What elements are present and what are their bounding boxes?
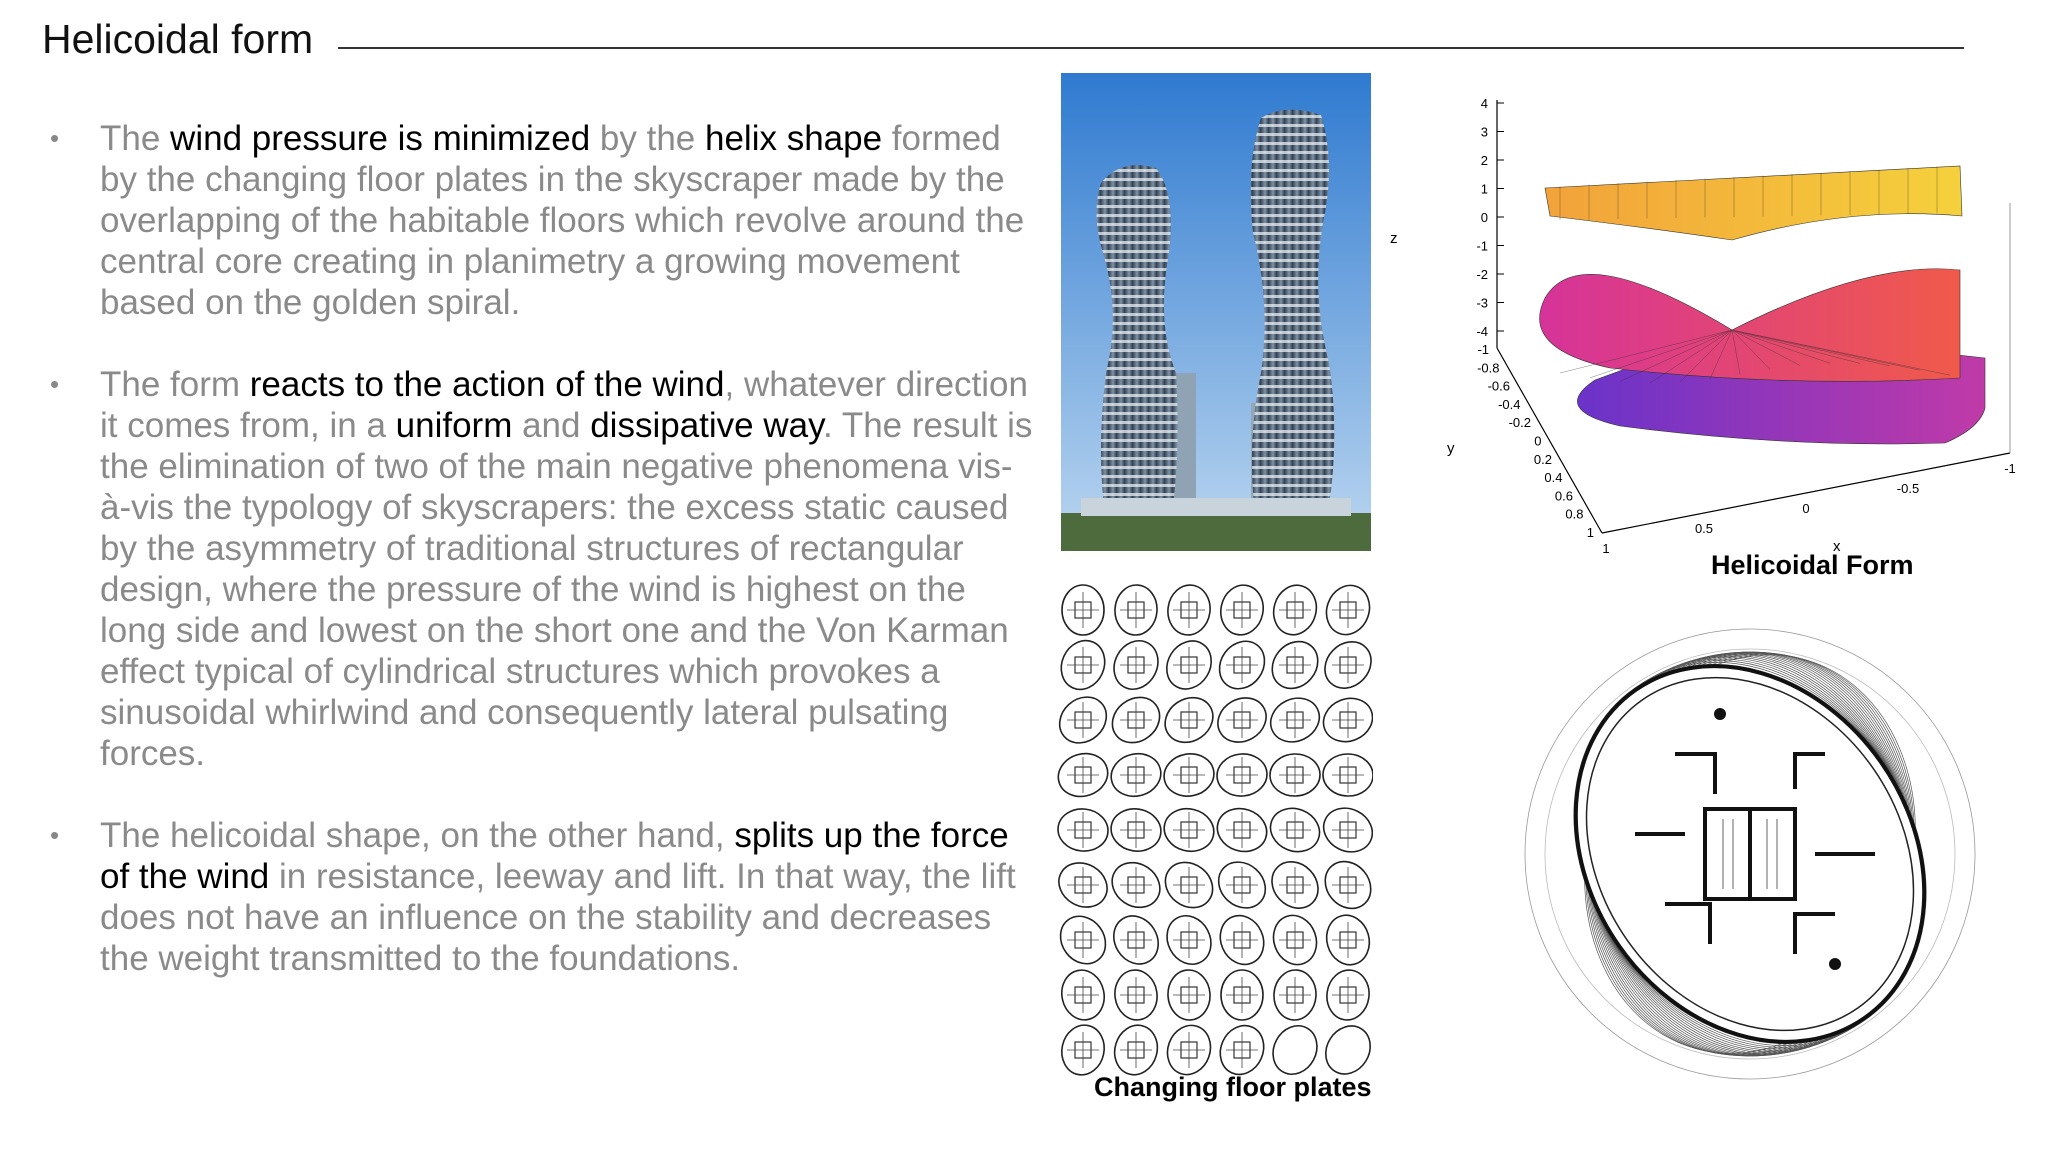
bullet-part: . The result is the elimination of two of the main negative phenomena vis-à-vis the typology of skyscrapers: the excess static caused by the asymmetry of traditional structures of rectangular design, where the pressure of the wind is highest on the long side and lowest on the short one and the Von Karman effect typical of cylindrical structures which provokes a sinusoidal whirlwind and consequently lateral pulsating forces. (100, 406, 1033, 773)
floor-plate (1317, 1018, 1373, 1080)
floor-plate (1105, 908, 1167, 973)
floor-plate (1053, 688, 1116, 753)
helicoid-plot (1370, 88, 2040, 558)
floor-plate (1265, 1018, 1326, 1080)
bullet-marker: • (50, 123, 60, 153)
floor-plate (1062, 585, 1104, 635)
bullet-marker: • (50, 820, 60, 850)
floor-plate (1272, 969, 1317, 1022)
z-tick-label: -2 (1476, 267, 1488, 282)
y-tick-label: 0.4 (1544, 470, 1563, 486)
floor-plate (1107, 749, 1166, 802)
floor-plate (1210, 689, 1274, 750)
floor-plate (1108, 805, 1165, 855)
slide-title: Helicoidal form (42, 16, 314, 62)
floor-plate (1166, 969, 1211, 1022)
bullet-part: formed by the changing floor plates in the skyscraper made by the overlapping of the habitable floors which revolve around the central core creating in planimetry a growing movement based on the golden spiral. (100, 119, 1025, 322)
floor-plate (1209, 853, 1274, 918)
floor-plate (1109, 1020, 1163, 1080)
z-tick-label: 4 (1480, 96, 1488, 111)
y-tick-label: -0.8 (1477, 360, 1500, 376)
bullet-item-1 (50, 118, 1035, 323)
bullet-part: and (512, 406, 591, 445)
floor-plate (1158, 633, 1220, 698)
floor-plate (1053, 907, 1115, 972)
floor-plate (1267, 909, 1324, 970)
y-axis (1497, 348, 1602, 533)
x-tick-label: 0.5 (1694, 521, 1714, 536)
bullet-part: The (100, 119, 171, 158)
bullet-emphasis: reacts to the action of the wind (249, 365, 725, 404)
floor-plate (1317, 691, 1373, 749)
bullet-part: by the (590, 119, 705, 158)
floor-plate (1320, 579, 1373, 640)
floor-plate (1316, 852, 1373, 917)
floor-plate (1054, 634, 1113, 697)
z-tick-label: 2 (1480, 153, 1488, 168)
y-tick-label: 0.2 (1533, 451, 1552, 467)
bullet-emphasis: uniform (395, 406, 513, 445)
floor-plate (1161, 1019, 1218, 1080)
floor-plan-drawing (1505, 604, 1995, 1104)
floor-plate (1215, 752, 1269, 799)
floor-plate (1316, 800, 1373, 860)
bullet-emphasis: wind pressure is minimized (170, 119, 591, 158)
z-tick-label: 3 (1480, 124, 1488, 140)
bullet-part: , whatever direction it comes from, in a (100, 365, 1028, 445)
floor-plate (1157, 689, 1222, 752)
bullet-item-2 (50, 364, 1035, 774)
floor-plate (1213, 909, 1272, 972)
y-tick-label: 1 (1586, 525, 1594, 540)
x-tick-label: 1 (1602, 541, 1610, 556)
floor-plate (1316, 632, 1373, 697)
floor-plate (1268, 580, 1322, 640)
y-tick-label: 0.6 (1554, 488, 1573, 504)
x-tick-label: -0.5 (1896, 481, 1920, 496)
floor-plate (1263, 690, 1326, 750)
floor-plate (1056, 807, 1110, 854)
floor-plate (1322, 753, 1373, 797)
z-tick-label: -1 (1476, 238, 1488, 254)
floor-plate (1324, 967, 1373, 1022)
z-axis-label: z (1390, 230, 1398, 247)
bullet-emphasis: dissipative way (590, 406, 823, 445)
x-axis (1602, 453, 2010, 533)
bullet-emphasis: helix shape (704, 119, 883, 158)
floor-plate (1263, 632, 1327, 697)
x-axis-label: x (1833, 538, 1841, 555)
floor-plates-grid (1053, 578, 1373, 1080)
title-underline (338, 47, 1964, 49)
floor-plate (1221, 970, 1263, 1020)
floor-plate (1210, 632, 1273, 697)
floor-plate (1053, 747, 1113, 802)
floor-plate (1053, 854, 1115, 915)
floor-plate (1263, 852, 1328, 917)
y-tick-label: 0 (1534, 433, 1542, 449)
floor-plate (1165, 582, 1214, 637)
floor-plate (1113, 584, 1158, 637)
bullet-list (50, 118, 1035, 1020)
y-tick-label: -1 (1477, 342, 1489, 357)
x-tick-label: -1 (2004, 461, 2016, 476)
floor-plate (1161, 750, 1218, 800)
y-tick-label: -0.2 (1508, 415, 1531, 431)
floor-plate (1112, 967, 1161, 1022)
bullet-emphasis: splits up the force of the wind (100, 816, 1009, 896)
floor-plate (1216, 581, 1267, 639)
bullet-part: in resistance, leeway and lift. In that way, the lift does not have an influence on the stability and decreases the weight transmitted to the foundations. (100, 857, 1016, 978)
floor-plate (1213, 1019, 1272, 1080)
floor-plate (1264, 801, 1326, 859)
y-tick-label: 0.8 (1565, 506, 1584, 522)
floor-plate (1156, 853, 1221, 917)
helicoid-caption: Helicoidal Form (1711, 550, 1914, 580)
z-tick-label: -3 (1476, 295, 1488, 311)
y-tick-label: -0.4 (1498, 396, 1521, 412)
y-axis-label: y (1447, 440, 1455, 457)
floor-plate (1321, 910, 1373, 970)
floor-plate (1269, 753, 1320, 797)
z-tick-label: -4 (1476, 324, 1488, 339)
floor-plate (1159, 908, 1220, 972)
y-tick-label: -0.6 (1487, 378, 1510, 394)
floor-plate (1212, 802, 1273, 857)
floor-plates-caption: Changing floor plates (1094, 1072, 1372, 1102)
z-tick-label: 1 (1480, 181, 1488, 197)
floor-plate (1160, 804, 1219, 857)
z-tick-label: 0 (1480, 210, 1488, 225)
bullet-marker: • (50, 369, 60, 399)
x-tick-label: 0 (1802, 501, 1810, 516)
floor-plate (1104, 854, 1169, 917)
floor-plate (1057, 1021, 1108, 1079)
floor-plate (1057, 966, 1108, 1024)
towers-photo (1061, 73, 1371, 551)
floor-plate (1106, 633, 1167, 697)
floor-plate (1103, 688, 1168, 752)
bullet-part: The form (100, 365, 250, 404)
bullet-item-3 (50, 815, 1035, 979)
bullet-part: The helicoidal shape, on the other hand, (100, 816, 735, 855)
